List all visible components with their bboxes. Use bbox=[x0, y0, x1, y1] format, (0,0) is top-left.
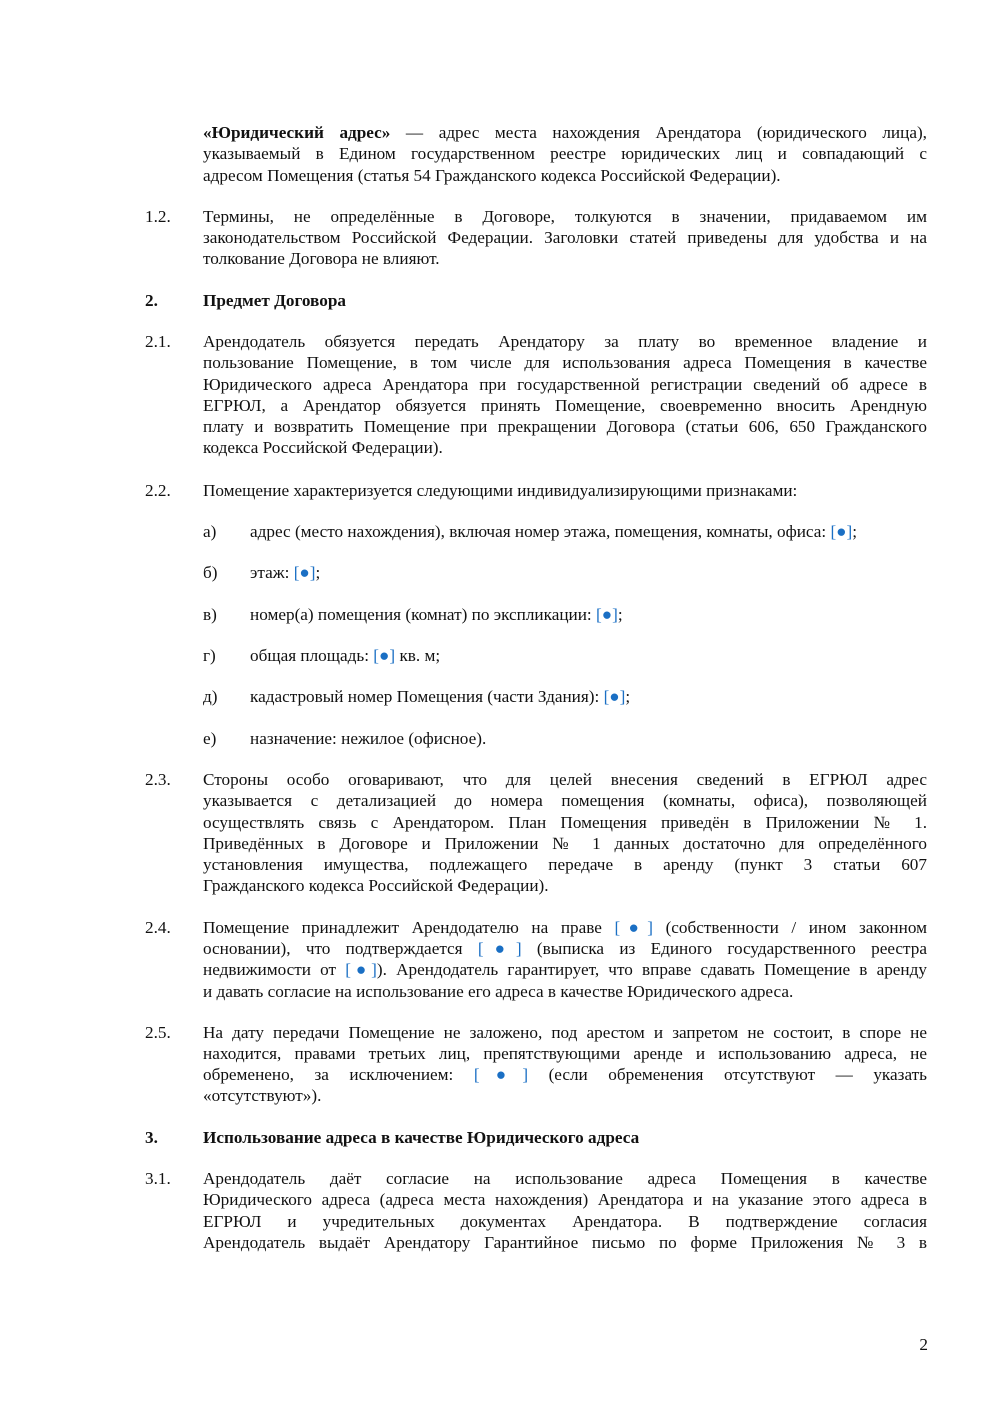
clause-line: пользование Помещение, в том числе для использования адреса Помещения в качестве bbox=[203, 353, 927, 372]
clause-line: На дату передачи Помещение не заложено, под арестом и запретом не состоит, в споре не bbox=[203, 1023, 927, 1042]
clause-line: находится, правами третьих лиц, препятствующими аренде и использованию адреса, не bbox=[203, 1044, 927, 1063]
clause-line: кодекса Российской Федерации). bbox=[203, 438, 443, 457]
list-item: номер(а) помещения (комнат) по экспликации: [●]; bbox=[250, 605, 623, 624]
clause-line: Помещение принадлежит Арендодателю на праве [●] (собственности / ином законном bbox=[203, 918, 927, 937]
list-item-label: б) bbox=[203, 563, 218, 582]
list-item: адрес (место нахождения), включая номер этажа, помещения, комнаты, офиса: [●]; bbox=[250, 522, 858, 541]
clause-number: 2.4. bbox=[145, 918, 171, 937]
list-item: назначение: нежилое (офисное). bbox=[250, 729, 487, 748]
clause-line: Помещение характеризуется следующими индивидуализирующими признаками: bbox=[203, 481, 798, 500]
clause-line: ЕГРЮЛ и учредительных документах Арендатора. В подтверждение согласия bbox=[203, 1212, 927, 1231]
clause-line: осуществлять связь с Арендатором. План Помещения приведён в Приложении № 1. bbox=[203, 813, 927, 832]
placeholder-blank: [●] bbox=[830, 522, 853, 541]
placeholder-blank: [●] bbox=[614, 918, 653, 937]
page-number: 2 bbox=[919, 1335, 928, 1354]
clause-line: Юридического адреса Арендатора при государственной регистрации сведений об адресе в bbox=[203, 375, 927, 394]
clause-line: Стороны особо оговаривают, что для целей внесения сведений в ЕГРЮЛ адрес bbox=[203, 770, 927, 789]
list-item-label: д) bbox=[203, 687, 218, 706]
list-item: этаж: [●]; bbox=[250, 563, 321, 582]
clause-number: 2.1. bbox=[145, 332, 171, 351]
clause-line: толкование Договора не влияют. bbox=[203, 249, 440, 268]
clause-line: законодательством Российской Федерации. Заголовки статей приведены для удобства и на bbox=[203, 228, 927, 247]
clause-number: 1.2. bbox=[145, 207, 171, 226]
section-title: Предмет Договора bbox=[203, 291, 346, 310]
definition-line: «Юридический адрес» — адрес места нахождения Арендатора (юридического лица), bbox=[203, 123, 927, 142]
list-item: кадастровый номер Помещения (части Здания): [●]; bbox=[250, 687, 631, 706]
placeholder-blank: [●] bbox=[293, 563, 316, 582]
list-item-label: а) bbox=[203, 522, 217, 541]
clause-line: установления имущества, подлежащего передаче в аренду (пункт 3 статьи 607 bbox=[203, 855, 927, 874]
clause-number: 2.2. bbox=[145, 481, 171, 500]
clause-line: «отсутствуют»). bbox=[203, 1086, 322, 1105]
clause-line: ЕГРЮЛ, а Арендатор обязуется принять Помещение, своевременно вносить Арендную bbox=[203, 396, 927, 415]
list-item-label: в) bbox=[203, 605, 217, 624]
clause-line: Термины, не определённые в Договоре, толкуются в значении, придаваемом им bbox=[203, 207, 927, 226]
placeholder-blank: [●] bbox=[373, 646, 396, 665]
clause-line: Юридического адреса (адреса места нахождения) Арендатора и на указание этого адреса в bbox=[203, 1190, 927, 1209]
section-number: 3. bbox=[145, 1128, 158, 1147]
list-item-label: г) bbox=[203, 646, 216, 665]
clause-number: 2.5. bbox=[145, 1023, 171, 1042]
clause-line: и давать согласие на использование его адреса в качестве Юридического адреса. bbox=[203, 982, 794, 1001]
clause-line: Арендодатель даёт согласие на использование адреса Помещения в качестве bbox=[203, 1169, 927, 1188]
definition-line: адресом Помещения (статья 54 Гражданского кодекса Российской Федерации). bbox=[203, 166, 781, 185]
clause-line: Приведённых в Договоре и Приложении № 1 данных достаточно для определённого bbox=[203, 834, 927, 853]
placeholder-blank: [●] bbox=[473, 1065, 529, 1084]
placeholder-blank: [●] bbox=[603, 687, 626, 706]
placeholder-blank: [●] bbox=[596, 605, 618, 624]
clause-line: обременено, за исключением: [●] (если обременения отсутствуют — указать bbox=[203, 1065, 927, 1084]
placeholder-blank: [●] bbox=[345, 960, 377, 979]
clause-number: 2.3. bbox=[145, 770, 171, 789]
clause-line: плату и возвратить Помещение при прекращении Договора (статьи 606, 650 Гражданского bbox=[203, 417, 927, 436]
definition-line: указываемый в Едином государственном реестре юридических лиц и совпадающий с bbox=[203, 144, 927, 163]
section-number: 2. bbox=[145, 291, 158, 310]
list-item-label: е) bbox=[203, 729, 217, 748]
clause-line: указывается с детализацией до номера помещения (комнаты, офиса), позволяющей bbox=[203, 791, 927, 810]
clause-line: недвижимости от [●]). Арендодатель гарантирует, что вправе сдавать Помещение в аренду bbox=[203, 960, 927, 979]
placeholder-blank: [●] bbox=[477, 939, 522, 958]
clause-line: Арендодатель обязуется передать Арендатору за плату во временное владение и bbox=[203, 332, 927, 351]
definition-term: «Юридический адрес» bbox=[203, 123, 391, 142]
clause-line: Гражданского кодекса Российской Федерации). bbox=[203, 876, 549, 895]
list-item: общая площадь: [●] кв. м; bbox=[250, 646, 441, 665]
section-title: Использование адреса в качестве Юридического адреса bbox=[203, 1128, 640, 1147]
clause-line: основании), что подтверждается [●] (выписка из Единого государственного реестра bbox=[203, 939, 927, 958]
clause-line: Арендодатель выдаёт Арендатору Гарантийное письмо по форме Приложения № 3 в bbox=[203, 1233, 927, 1252]
clause-number: 3.1. bbox=[145, 1169, 171, 1188]
